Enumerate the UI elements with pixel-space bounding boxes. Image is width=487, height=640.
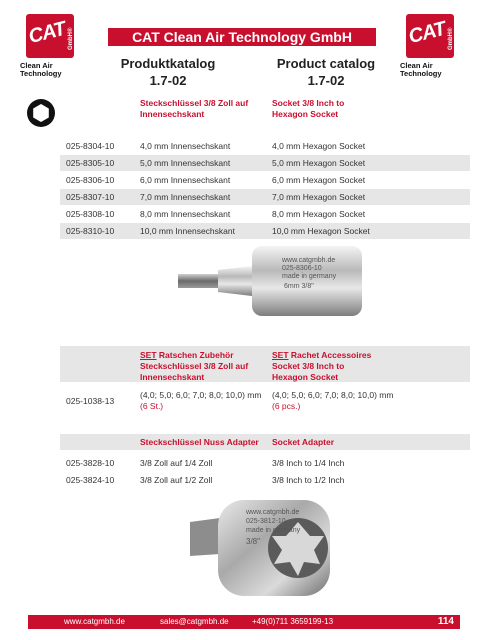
engraving-url: www.catgmbh.de [246,509,300,516]
engraving-made-in: made in germany [282,273,337,280]
description-de: 3/8 Zoll auf 1/2 Zoll [140,475,213,485]
set-label-de: SET [140,350,157,360]
table-row [60,206,470,223]
description-en: 3/8 Inch to 1/4 Inch [272,458,345,468]
section2-heading-de-line3: Innensechskant [140,372,205,382]
set-label-en: SET [272,350,289,360]
logo-gmbh: GmbH® [68,27,74,50]
engraving-size: 3/8" [246,537,260,546]
footer-email-link[interactable]: sales@catgmbh.de [160,617,229,626]
description-en: 10,0 mm Hexagon Socket [272,226,370,236]
hexagon-socket-icon [26,98,56,128]
socket-adapter-photo [186,492,336,602]
section2-heading-de-line1 [140,350,248,361]
logo-mark: CAT [26,17,68,49]
logo-subtitle [20,62,62,78]
company-title-bar: CAT Clean Air Technology GmbH [108,28,376,46]
description-de: 6,0 mm Innensechskant [140,175,231,185]
article-code: 025-8310-10 [66,226,115,236]
description-de: 8,0 mm Innensechskant [140,209,231,219]
engraving-made-in: made in germany [246,527,301,534]
set-count-de: (6 St.) [140,401,164,411]
article-code: 025-8304-10 [66,141,115,151]
table-row [60,172,470,189]
section2-heading-de-line2: Steckschlüssel 3/8 Zoll auf [140,361,249,371]
set-sizes-de: (4,0; 5,0; 6,0; 7,0; 8,0; 10,0) mm [140,390,262,400]
section1-heading-de-line2: Innensechskant [140,109,205,119]
table-row [60,455,470,472]
section1-heading-en-line1: Socket 3/8 Inch to [272,98,345,108]
description-en: 3/8 Inch to 1/2 Inch [272,475,345,485]
section1-heading-en [272,98,344,120]
page-number: 114 [437,616,454,627]
section3-table [60,455,470,489]
section1-heading-de-line1: Steckschlüssel 3/8 Zoll auf [140,98,249,108]
article-code: 025-8308-10 [66,209,115,219]
set-count-en: (6 pcs.) [272,401,301,411]
section1-heading-de [140,98,248,120]
logo-subtitle-line2: Technology [20,69,62,78]
engraving-url: www.catgmbh.de [282,257,336,264]
section1-table [60,138,470,240]
section1-heading-en-line2: Hexagon Socket [272,109,339,119]
hex-socket-photo [170,232,370,332]
section2-heading-en-line3: Hexagon Socket [272,372,339,382]
section2-de-line1-text: Ratschen Zubehör [156,350,234,360]
catalog-code-en: 1.7-02 [307,73,345,88]
cat-logo-right [398,14,466,76]
catalog-code-de: 1.7-02 [149,73,187,88]
article-code: 025-8306-10 [66,175,115,185]
logo-subtitle [400,62,442,78]
section2-heading-en [272,350,371,383]
footer-bar [28,615,460,629]
table-row [60,189,470,206]
logo-subtitle-line2: Technology [400,69,442,78]
cat-logo-left [18,14,86,76]
description-de: 3/8 Zoll auf 1/4 Zoll [140,458,213,468]
article-code: 025-8305-10 [66,158,115,168]
section3-heading-de: Steckschlüssel Nuss Adapter [140,437,259,447]
article-code: 025-3824-10 [66,475,115,485]
catalog-title-en: Product catalog [276,56,376,71]
description-en: 6,0 mm Hexagon Socket [272,175,366,185]
set-article-code: 025-1038-13 [66,396,115,406]
article-code: 025-8307-10 [66,192,115,202]
logo-gmbh: GmbH® [448,27,454,50]
description-en: 8,0 mm Hexagon Socket [272,209,366,219]
description-de: 4,0 mm Innensechskant [140,141,231,151]
description-en: 5,0 mm Hexagon Socket [272,158,366,168]
logo-subtitle-line1: Clean Air [400,61,433,70]
set-sizes-en: (4,0; 5,0; 6,0; 7,0; 8,0; 10,0) mm [272,390,394,400]
article-code: 025-3828-10 [66,458,115,468]
engraving-size: 6mm 3/8" [284,283,314,290]
engraving-code: 025-8306-10 [282,265,322,272]
logo-subtitle-line1: Clean Air [20,61,53,70]
section3-heading-bg [60,434,470,450]
section2-heading-de [140,350,248,383]
table-row [60,472,470,489]
engraving-code: 025-3812-10 [246,518,286,525]
logo-mark: CAT [406,17,448,49]
section2-heading-en-line2: Socket 3/8 Inch to [272,361,345,371]
table-row [60,155,470,172]
description-en: 4,0 mm Hexagon Socket [272,141,366,151]
description-de: 10,0 mm Innensechskant [140,226,235,236]
catalog-title-de: Produktkatalog [120,56,216,71]
footer-phone: +49(0)711 3659199-13 [252,617,334,626]
section3-heading-en: Socket Adapter [272,437,335,447]
description-en: 7,0 mm Hexagon Socket [272,192,366,202]
section2-heading-bg [60,346,470,382]
section2-heading-en-line1 [272,350,371,361]
footer-website-link[interactable]: www.catgmbh.de [64,617,125,626]
description-de: 7,0 mm Innensechskant [140,192,231,202]
description-de: 5,0 mm Innensechskant [140,158,231,168]
table-row [60,138,470,155]
section2-en-line1-text: Rachet Accessoires [288,350,372,360]
